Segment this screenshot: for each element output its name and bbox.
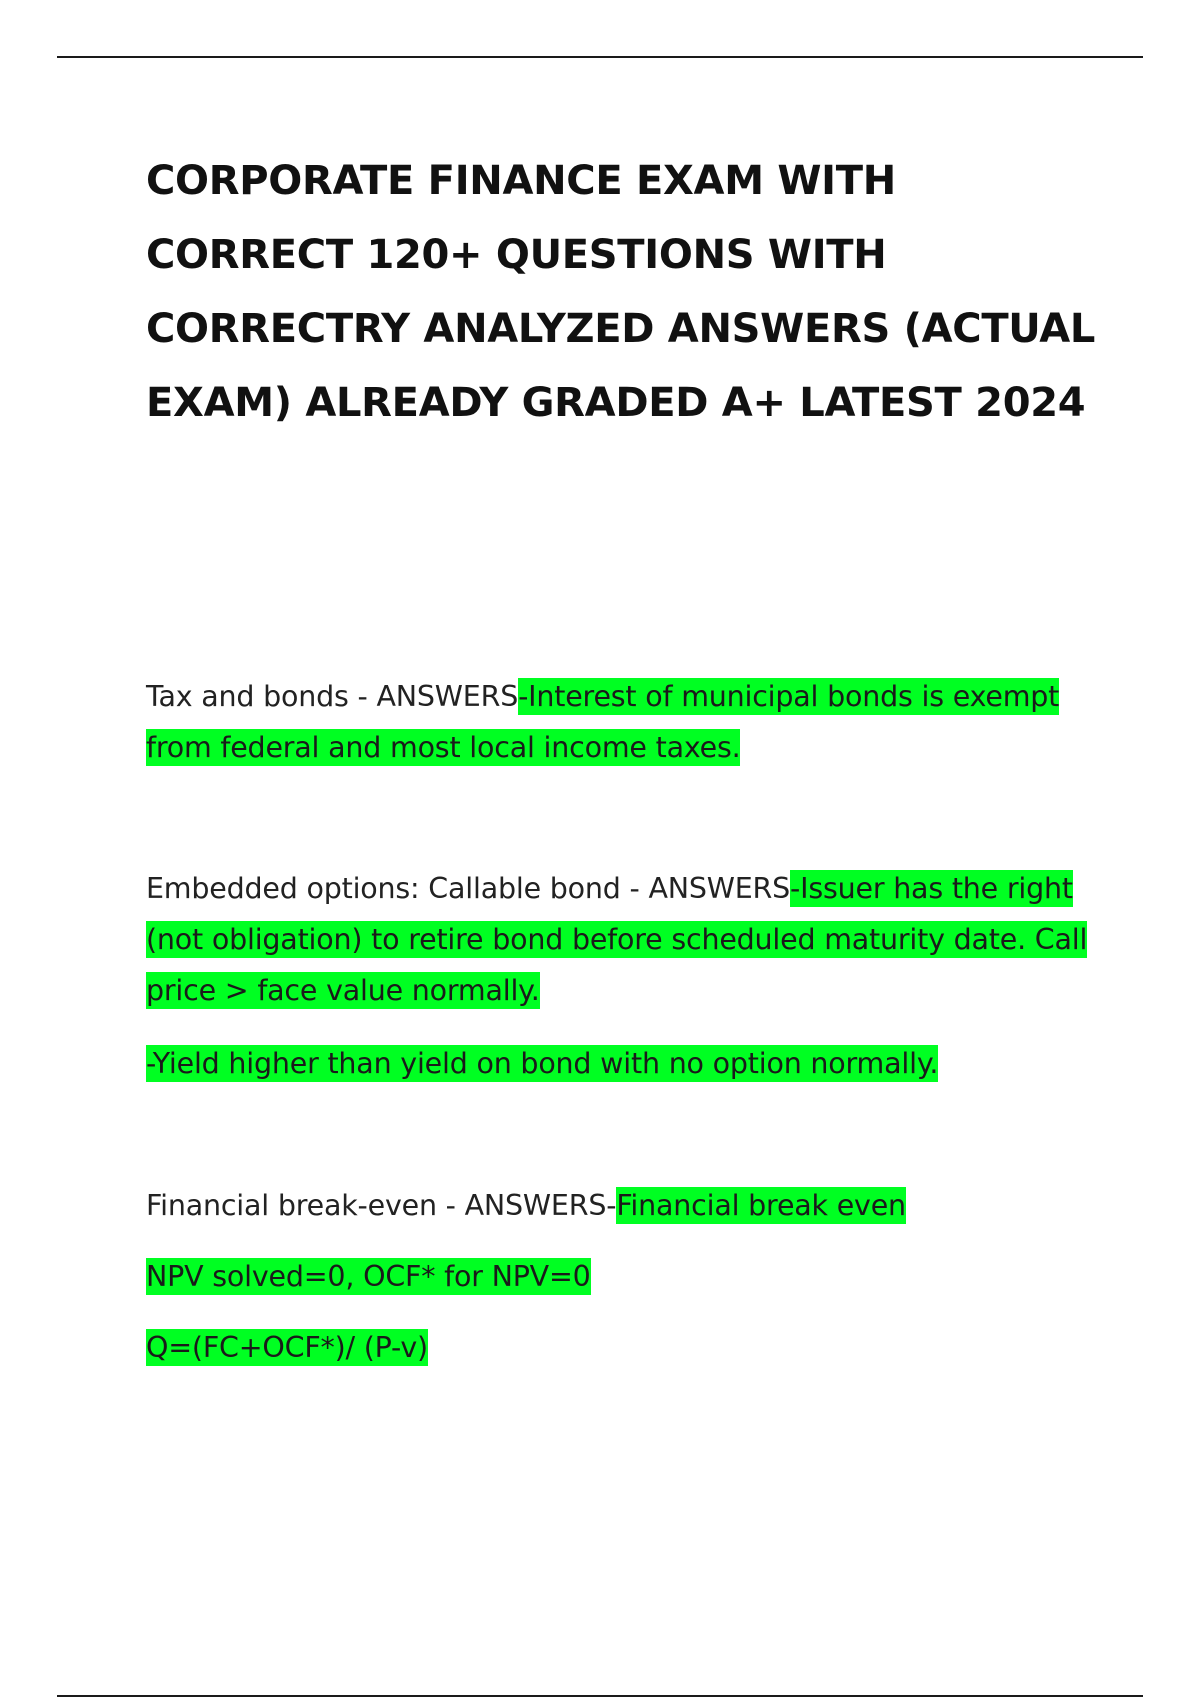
answer-continuation-line <box>146 1038 938 1089</box>
question-text: Tax and bonds - ANSWERS <box>146 680 519 713</box>
document-title: CORPORATE FINANCE EXAM WITH CORRECT 120+ QUESTIONS WITH CORRECTRY ANALYZED ANSWERS (ACTUAL EXAM) ALREADY GRADED A+ LATEST 2024 <box>146 158 1096 426</box>
answer-continuation-line <box>146 1251 591 1302</box>
highlighted-answer: Q=(FC+OCF*)/ (P-v) <box>146 1331 428 1364</box>
highlighted-answer: -Interest of municipal bonds is exempt from federal and most local income taxes. <box>146 680 1060 764</box>
highlighted-answer: -Issuer has the right (not obligation) to retire bond before scheduled maturity date. Call price > face value normally. <box>146 872 1088 1007</box>
qa-entry-callable-bond <box>146 863 1096 1016</box>
highlighted-answer: NPV solved=0, OCF* for NPV=0 <box>146 1260 591 1293</box>
answer-continuation-line <box>146 1322 428 1373</box>
qa-entry-tax-and-bonds <box>146 671 1096 773</box>
qa-entry-financial-break-even <box>146 1180 1096 1231</box>
highlighted-answer: Financial break even <box>616 1189 906 1222</box>
top-rule <box>57 56 1143 58</box>
question-text: Embedded options: Callable bond - ANSWERS <box>146 872 791 905</box>
question-text: Financial break-even - ANSWERS- <box>146 1189 617 1222</box>
bottom-rule <box>57 1695 1143 1697</box>
highlighted-answer: -Yield higher than yield on bond with no option normally. <box>146 1047 939 1080</box>
